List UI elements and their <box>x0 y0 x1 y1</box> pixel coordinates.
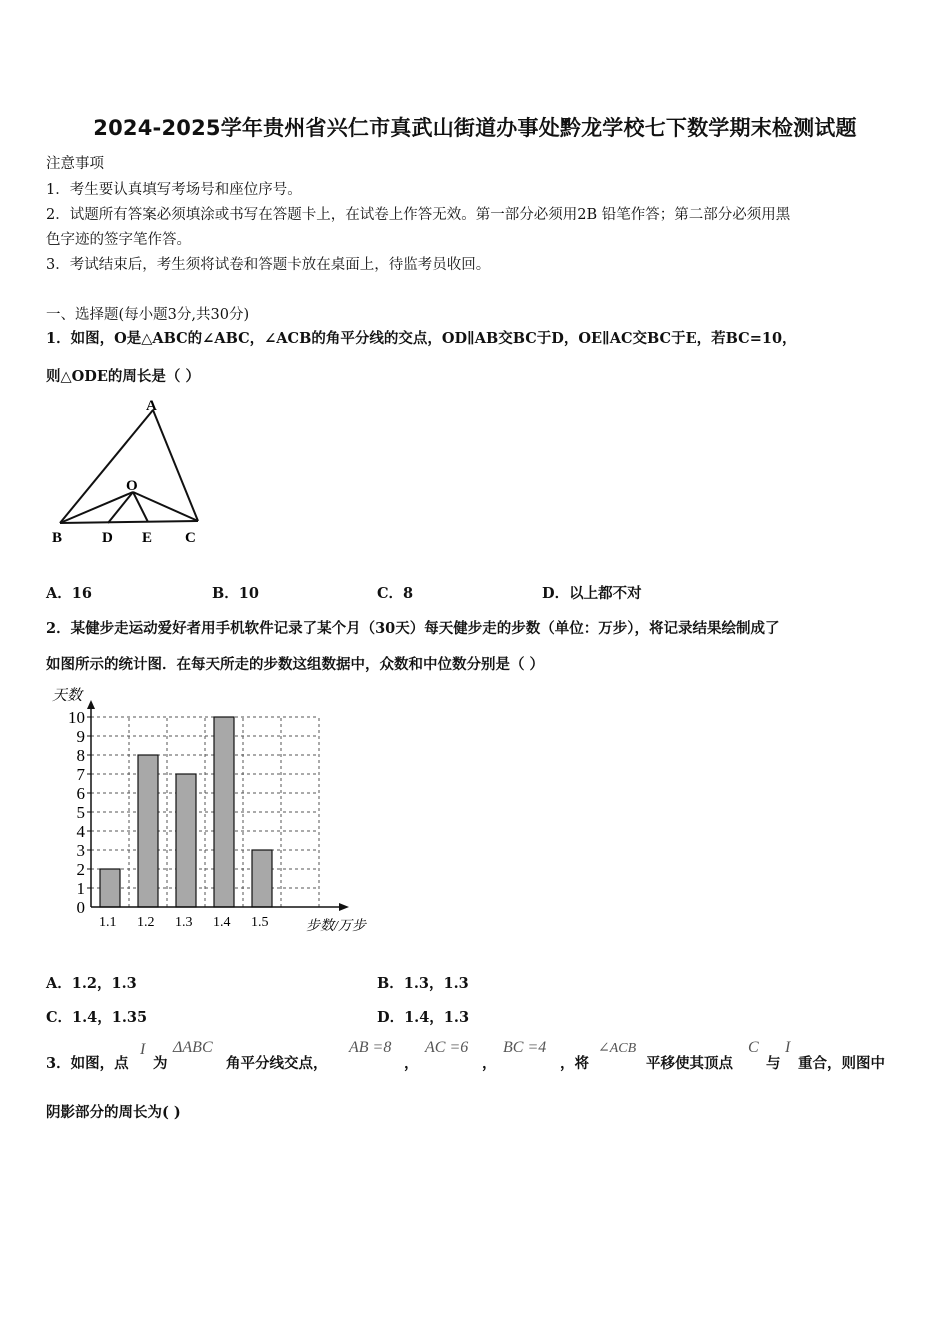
label-o: O <box>126 478 138 494</box>
q3-text-7: 重合，则图中 <box>798 1055 885 1072</box>
y-tick-label: 0 <box>76 898 85 917</box>
label-a: A <box>146 398 157 414</box>
q3-math-i-2: I <box>785 1039 791 1056</box>
x-axis-arrow <box>339 903 349 911</box>
y-tick-label: 7 <box>76 765 85 784</box>
q3-text-2: 为 <box>153 1055 168 1072</box>
q3-math-bc: BC =4 <box>503 1039 547 1056</box>
label-b: B <box>52 530 63 546</box>
q3-math-angle-acb: ∠ACB <box>598 1041 637 1056</box>
chart-x-label: 步数/万步 <box>306 919 366 934</box>
q2-option-d[interactable]: D．1.4，1.3 <box>377 1009 470 1026</box>
q2-option-c[interactable]: C．1.4，1.35 <box>46 1009 148 1026</box>
chart-bars <box>100 717 272 907</box>
y-tick-label: 2 <box>76 860 85 879</box>
q3-comma-1: ， <box>404 1055 419 1072</box>
q1-option-b[interactable]: B．10 <box>212 585 259 602</box>
q3-math-i: I <box>140 1041 146 1058</box>
notice-item-3: 3．考试结束后，考生须将试卷和答题卡放在桌面上，待监考员收回。 <box>46 257 491 273</box>
q2-bar-chart <box>44 684 384 940</box>
y-tick-label: 3 <box>76 841 85 860</box>
x-tick-label: 1.3 <box>175 915 193 930</box>
x-tick-label: 1.5 <box>251 915 269 930</box>
bar-1.5 <box>252 850 272 907</box>
chart-grid <box>91 717 319 907</box>
notice-heading: 注意事项 <box>46 156 104 172</box>
label-e: E <box>142 530 153 546</box>
q1-line-2: 则△ODE的周长是（ ） <box>46 368 200 385</box>
y-tick-label: 5 <box>76 803 85 822</box>
q3-math-c: C <box>748 1039 759 1056</box>
y-tick-label: 6 <box>76 784 85 803</box>
chart-x-ticks <box>99 915 269 930</box>
q1-option-c[interactable]: C．8 <box>377 585 414 602</box>
y-tick-label: 9 <box>76 727 85 746</box>
q3-math-triangle-abc: ΔABC <box>173 1039 213 1056</box>
q3-text-1: 3．如图，点 <box>46 1055 129 1072</box>
q3-text-6: 与 <box>766 1055 781 1072</box>
q3-text-5: 平移使其顶点 <box>646 1055 733 1072</box>
q1-triangle-figure <box>44 392 214 552</box>
y-tick-label: 8 <box>76 746 85 765</box>
x-tick-label: 1.4 <box>213 915 231 930</box>
label-d: D <box>102 530 113 546</box>
bar-1.2 <box>138 755 158 907</box>
q3-text-4: ，将 <box>560 1055 589 1072</box>
bar-1.4 <box>214 717 234 907</box>
chart-y-label: 天数 <box>52 688 83 704</box>
q3-math-ab: AB =8 <box>349 1039 392 1056</box>
q1-option-a[interactable]: A．16 <box>46 585 92 602</box>
q3-comma-2: ， <box>482 1055 497 1072</box>
q3-text-3: 角平分线交点， <box>226 1055 328 1072</box>
section-heading: 一、选择题(每小题3分,共30分) <box>46 307 250 323</box>
q3-math-ac: AC =6 <box>425 1039 469 1056</box>
y-tick-label: 4 <box>76 822 85 841</box>
chart-y-ticks <box>68 708 91 917</box>
q2-line-2: 如图所示的统计图．在每天所走的步数这组数据中，众数和中位数分别是（ ） <box>46 656 545 673</box>
label-c: C <box>185 530 196 546</box>
y-tick-label: 10 <box>68 708 85 727</box>
q2-option-a[interactable]: A．1.2，1.3 <box>46 975 137 992</box>
q1-line-1: 1．如图，O是△ABC的∠ABC，∠ACB的角平分线的交点，OD∥AB交BC于D，OE∥AC交BC于E，若BC=10， <box>46 330 797 347</box>
notice-item-2-cont: 色字迹的签字笔作答。 <box>46 232 191 248</box>
q2-line-1: 2．某健步走运动爱好者用手机软件记录了某个月（30天）每天健步走的步数（单位：万步），将记录结果绘制成了 <box>46 620 780 637</box>
bar-1.3 <box>176 774 196 907</box>
q2-option-b[interactable]: B．1.3，1.3 <box>377 975 469 992</box>
q3-line-2: 阴影部分的周长为( ) <box>46 1104 181 1121</box>
exam-title: 2024-2025学年贵州省兴仁市真武山街道办事处黔龙学校七下数学期末检测试题 <box>93 116 857 140</box>
x-tick-label: 1.1 <box>99 915 117 930</box>
x-tick-label: 1.2 <box>137 915 155 930</box>
q1-option-d[interactable]: D．以上都不对 <box>542 585 642 602</box>
y-axis-arrow <box>87 700 95 709</box>
y-tick-label: 1 <box>76 879 85 898</box>
notice-item-2: 2．试题所有答案必须填涂或书写在答题卡上，在试卷上作答无效。第一部分必须用2B 铅笔作答；第二部分必须用黑 <box>46 207 791 223</box>
notice-item-1: 1．考生要认真填写考场号和座位序号。 <box>46 182 302 198</box>
bar-1.1 <box>100 869 120 907</box>
